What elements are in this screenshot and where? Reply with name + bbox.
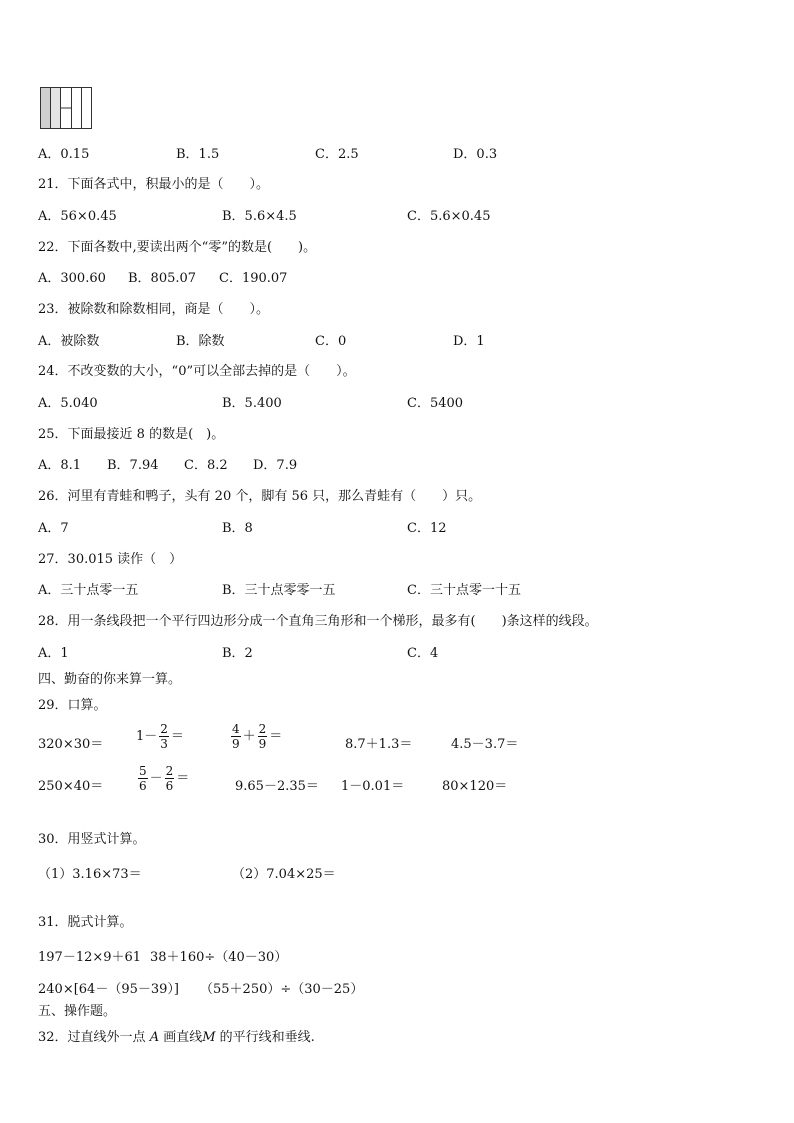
q22-option-c[interactable]: C．190.07 (219, 271, 288, 286)
question-22: 22．下面各数中,要读出两个“零”的数是( )。 (38, 240, 317, 255)
shaded-part (50, 88, 60, 128)
question-25: 25．下面最接近 8 的数是( )。 (38, 427, 225, 442)
q20-option-a[interactable]: A．0.15 (38, 147, 90, 162)
q23-option-c[interactable]: C．0 (315, 334, 347, 349)
question-24: 24．不改变数的大小，“0”可以全部去掉的是（ ）。 (38, 364, 356, 379)
q24-option-a[interactable]: A．5.040 (38, 396, 98, 411)
fraction: $\frac{2}{3}$ (160, 722, 168, 751)
fraction: $\frac{5}{6}$ (139, 764, 147, 793)
q23-option-b[interactable]: B．除数 (176, 334, 225, 349)
q31-expr-3: 240×[64－（95－39）] (38, 982, 179, 997)
q22-option-b[interactable]: B．805.07 (128, 271, 197, 286)
q26-option-b[interactable]: B．8 (222, 521, 253, 536)
q27-option-a[interactable]: A．三十点零一五 (38, 583, 139, 598)
q25-option-a[interactable]: A．8.1 (38, 458, 82, 473)
q21-option-a[interactable]: A．56×0.45 (38, 209, 117, 224)
q28-option-a[interactable]: A．1 (38, 646, 69, 661)
q27-option-b[interactable]: B．三十点零零一五 (222, 583, 336, 598)
question-30: 30．用竖式计算。 (38, 832, 146, 847)
q28-option-b[interactable]: B．2 (222, 646, 253, 661)
question-29: 29．口算。 (38, 698, 107, 713)
fraction: $\frac{4}{9}$ (232, 722, 240, 751)
q26-option-a[interactable]: A．7 (38, 521, 69, 536)
q20-option-c[interactable]: C．2.5 (315, 147, 359, 162)
q31-expr-4: （55＋250）÷（30－25） (200, 982, 364, 997)
q30-part-1: （1）3.16×73＝ (38, 867, 142, 882)
q21-option-b[interactable]: B．5.6×4.5 (222, 209, 297, 224)
shaded-part (41, 88, 50, 128)
q31-expr-1: 197－12×9＋61 (38, 950, 142, 965)
fraction-bar-figure (40, 87, 92, 133)
fraction: $\frac{2}{6}$ (165, 764, 174, 793)
q30-part-2: （2）7.04×25＝ (232, 867, 336, 882)
calc-r1-b: 1－ $\frac{2}{3}$ ＝ (136, 722, 184, 751)
q24-option-b[interactable]: B．5.400 (222, 396, 282, 411)
q25-option-c[interactable]: C．8.2 (184, 458, 228, 473)
q20-option-b[interactable]: B．1.5 (176, 147, 220, 162)
fraction-bar-svg (40, 87, 92, 129)
q27-option-c[interactable]: C．三十点零一十五 (407, 583, 521, 598)
line-m-label: M (202, 1030, 216, 1045)
point-a-label: A (149, 1030, 160, 1045)
calc-r2-b: $\frac{5}{6}$ － $\frac{2}{6}$ ＝ (139, 764, 190, 793)
q22-option-a[interactable]: A．300.60 (38, 271, 106, 286)
question-28: 28．用一条线段把一个平行四边形分成一个直角三角形和一个梯形，最多有( )条这样的线段。 (38, 614, 598, 629)
calc-r2-c: 9.65－2.35＝ (235, 779, 319, 794)
question-26: 26．河里有青蛙和鸭子，头有 20 个，脚有 56 只，那么青蛙有（ ）只。 (38, 489, 482, 504)
calc-r2-e: 80×120＝ (442, 779, 508, 794)
q20-option-d[interactable]: D．0.3 (453, 147, 498, 162)
calc-r2-d: 1－0.01＝ (341, 779, 405, 794)
q28-option-c[interactable]: C．4 (407, 646, 439, 661)
question-21: 21．下面各式中，积最小的是（ ）。 (38, 177, 270, 192)
calc-r1-e: 4.5－3.7＝ (451, 737, 519, 752)
q25-option-b[interactable]: B．7.94 (107, 458, 159, 473)
q25-option-d[interactable]: D．7.9 (253, 458, 298, 473)
calc-r1-d: 8.7＋1.3＝ (345, 737, 413, 752)
q23-option-d[interactable]: D．1 (453, 334, 485, 349)
question-32: 32．过直线外一点 A 画直线M 的平行线和垂线. (38, 1030, 315, 1045)
question-23: 23．被除数和除数相同，商是（ ）。 (38, 302, 270, 317)
q23-option-a[interactable]: A．被除数 (38, 334, 100, 349)
section-4-heading: 四、勤奋的你来算一算。 (38, 672, 182, 687)
q31-expr-2: 38＋160÷（40－30） (150, 950, 288, 965)
fraction: $\frac{2}{9}$ (258, 722, 267, 751)
calc-r1-c: $\frac{4}{9}$ ＋ $\frac{2}{9}$ ＝ (232, 722, 283, 751)
calc-r1-a: 320×30＝ (38, 737, 104, 752)
q21-option-c[interactable]: C．5.6×0.45 (407, 209, 491, 224)
section-5-heading: 五、操作题。 (38, 1004, 117, 1019)
q26-option-c[interactable]: C．12 (407, 521, 447, 536)
calc-r1-b-prefix: 1－ (136, 729, 158, 744)
calc-r2-a: 250×40＝ (38, 779, 104, 794)
q24-option-c[interactable]: C．5400 (407, 396, 464, 411)
question-31: 31．脱式计算。 (38, 915, 133, 930)
question-27: 27．30.015 读作（ ） (38, 552, 183, 567)
